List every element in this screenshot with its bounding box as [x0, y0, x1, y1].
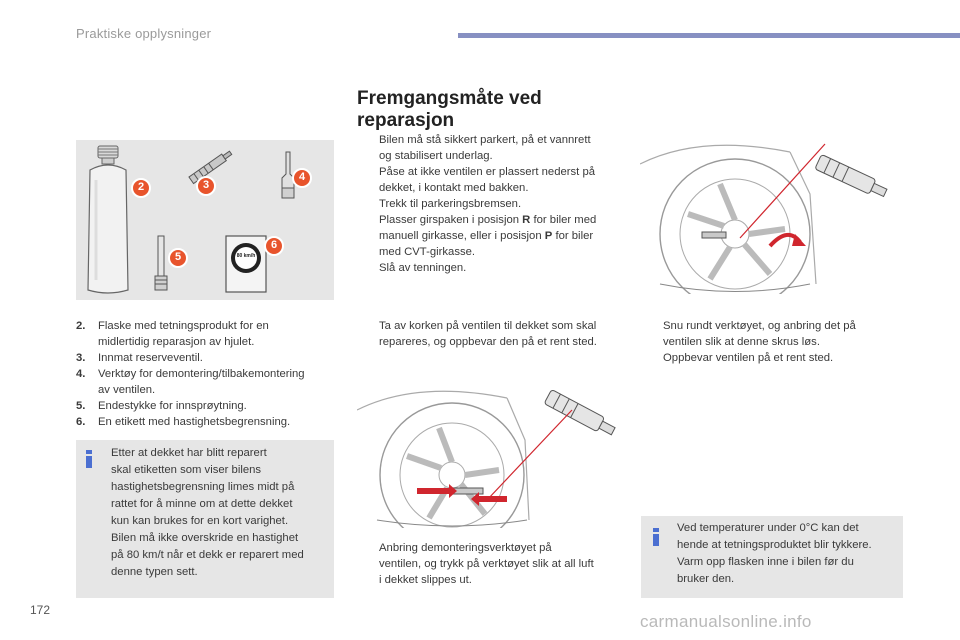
page-number: 172 [30, 603, 51, 617]
section-title: Fremgangsmåte ved reparasjon [357, 88, 542, 131]
info-icon [86, 450, 92, 468]
repair-kit-parts-illustration [76, 140, 334, 300]
injection-nozzle-icon [155, 236, 167, 290]
callout-6-label: 6 [270, 239, 278, 251]
page-header-title: Praktiske opplysninger [76, 26, 212, 41]
valve-tool-icon [815, 154, 889, 200]
info-icon [653, 528, 659, 546]
parts-drawing [76, 140, 334, 300]
part-item: 3. Innmat reserveventil. [76, 352, 203, 364]
wheel-drawing-2 [357, 380, 629, 528]
watermark: carmanualsonline.info [640, 612, 812, 631]
step-item: Slå av tenningen. [379, 262, 467, 274]
step-item: Plasser girspaken i posisjon R for biler med manuell girkasse, eller i posisjon P for biler med CVT-girkasse. [379, 214, 597, 258]
header-accent-bar [458, 33, 960, 38]
callout-3-label: 3 [202, 179, 210, 191]
part-item: 5. Endestykke for innsprøytning. [76, 400, 247, 412]
step-item: Bilen må stå sikkert parkert, på et vannrett og stabilisert underlag. Påse at ikke ventilen er plassert nederst på dekket, i kontakt med bakken. [379, 134, 596, 194]
valve-tool-icon [544, 389, 617, 438]
sealant-bottle-icon [88, 146, 128, 293]
step-item: Anbring demonteringsverktøyet på ventilen, og trykk på verktøyet slik at all luft i dekket slippes ut. [379, 542, 594, 586]
part-item: 6. En etikett med hastighetsbegrensning. [76, 416, 291, 428]
speed-label-text: 80 km/h [236, 253, 256, 259]
step-item: Trekk til parkeringsbremsen. [379, 198, 522, 210]
wheel-illustration-turn-tool [640, 134, 902, 294]
parts-list [76, 318, 334, 430]
info-box-temperature: Ved temperaturer under 0°C kan det hende at tetningsproduktet blir tykkere. Varm opp flasken inne i bilen før du bruker den. [641, 516, 903, 598]
step-item: Ta av korken på ventilen til dekket som skal repareres, og oppbevar den på et rent sted. [379, 320, 597, 348]
step-item: Snu rundt verktøyet, og anbring det på ventilen slik at denne skrus løs. Oppbevar ventilen på et rent sted. [663, 320, 856, 364]
callout-4-label: 4 [298, 171, 306, 183]
speed-label-icon [226, 236, 266, 292]
callout-5-label: 5 [174, 251, 182, 263]
intro-steps [357, 132, 629, 276]
callout-2-label: 2 [137, 181, 145, 193]
part-item: 2. Flaske med tetningsprodukt for en midlertidig reparasjon av hjulet. [76, 320, 269, 348]
step-turn-tool [641, 318, 903, 366]
info-box-speed-label: Etter at dekket har blitt reparert skal etiketten som viser bilens hastighetsbegrensning limes midt på rattet for å minne om at dette dekket kun kan brukes for en kort varighet. Bilen må ikke overskride en hastighet på 80 km/t når et dekk er reparert med denne typen sett. [76, 440, 334, 598]
wheel-illustration-deflate [357, 380, 629, 528]
step-remove-cap [357, 318, 629, 350]
wheel-drawing-1 [640, 134, 902, 294]
step-apply-tool [357, 540, 629, 588]
valve-tool-icon [282, 152, 294, 198]
part-item: 4. Verktøy for demontering/tilbakemontering av ventilen. [76, 368, 305, 396]
